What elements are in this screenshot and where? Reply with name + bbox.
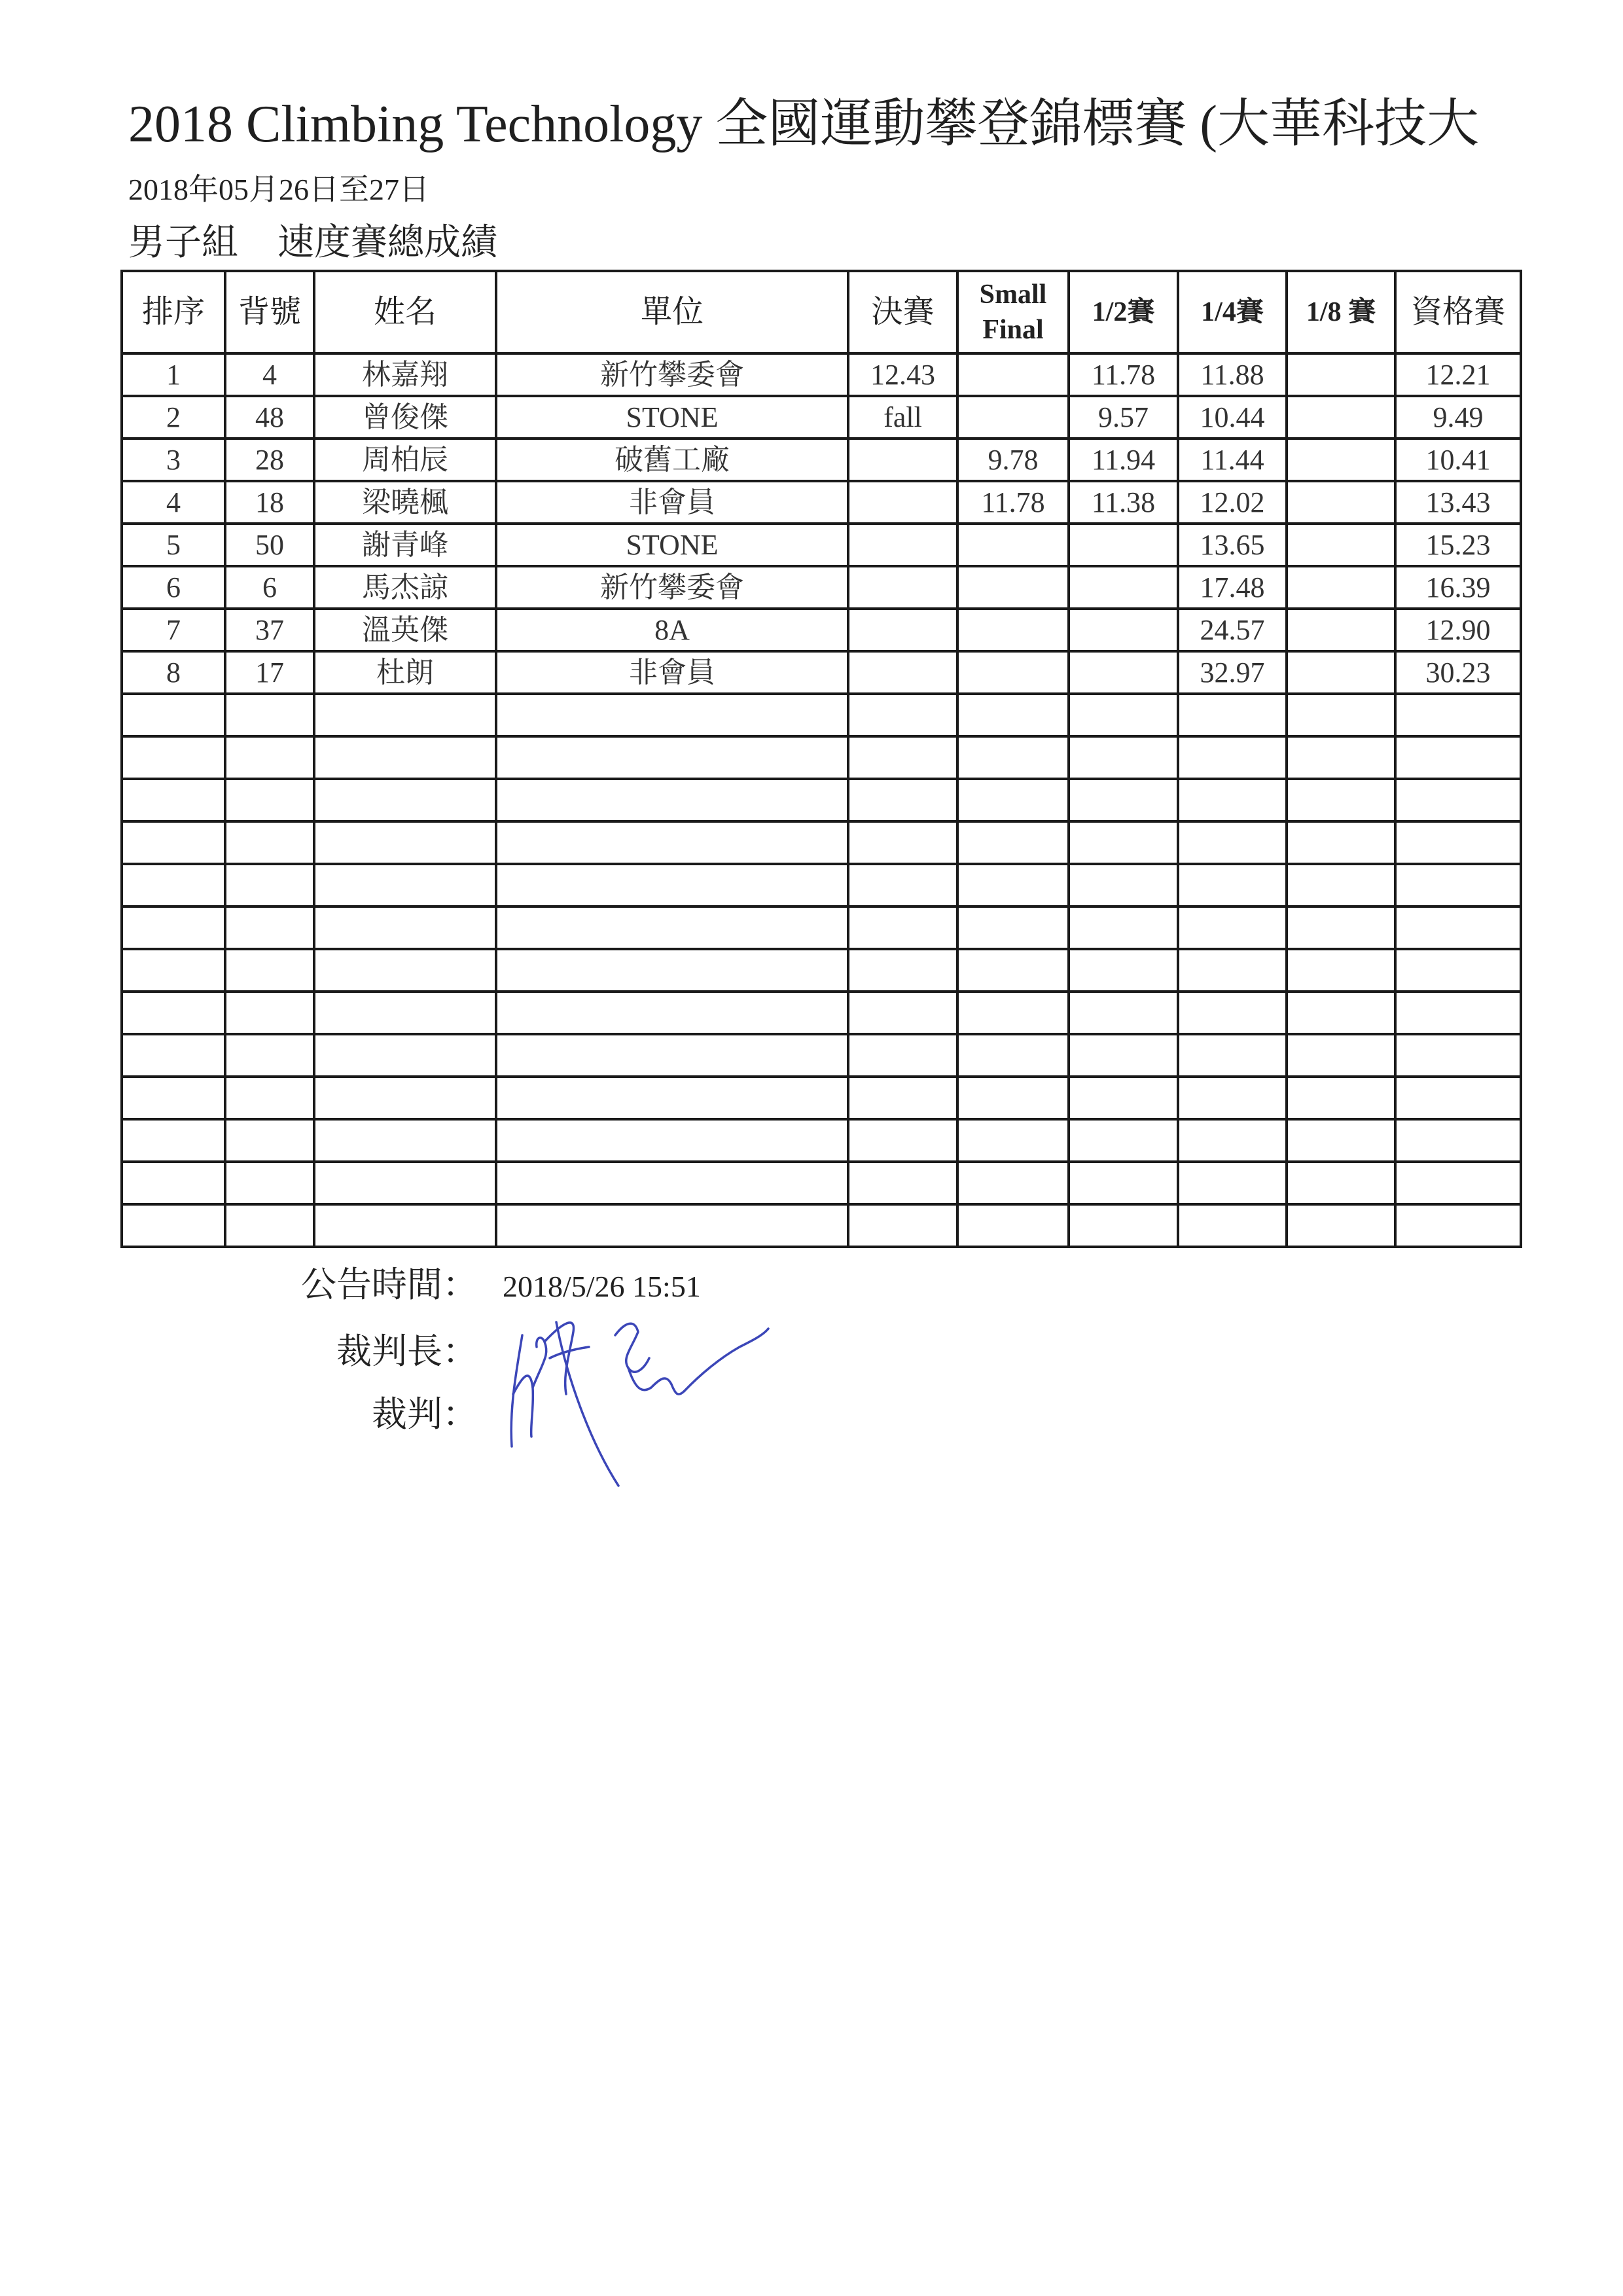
empty-cell xyxy=(225,1034,314,1077)
empty-cell xyxy=(1395,864,1521,906)
empty-cell xyxy=(957,949,1069,992)
name-cell: 周柏辰 xyxy=(314,439,496,481)
empty-cell xyxy=(1287,736,1395,779)
empty-cell xyxy=(314,821,496,864)
small-final-cell xyxy=(957,353,1069,396)
empty-cell xyxy=(848,949,957,992)
empty-cell xyxy=(225,1162,314,1204)
empty-cell xyxy=(314,1077,496,1119)
final-cell xyxy=(848,481,957,524)
small-final-cell xyxy=(957,651,1069,694)
empty-cell xyxy=(1178,1204,1287,1247)
empty-cell xyxy=(1287,694,1395,736)
empty-cell xyxy=(314,906,496,949)
rank-cell: 1 xyxy=(122,353,225,396)
unit-cell: STONE xyxy=(496,524,848,566)
bib-cell: 6 xyxy=(225,566,314,609)
empty-cell xyxy=(1178,864,1287,906)
table-row xyxy=(122,353,1521,396)
empty-cell xyxy=(496,992,848,1034)
empty-cell xyxy=(496,694,848,736)
rank-cell: 7 xyxy=(122,609,225,651)
empty-cell xyxy=(957,1034,1069,1077)
judge-label: 裁判： xyxy=(372,1395,478,1434)
quarter-cell: 17.48 xyxy=(1178,566,1287,609)
empty-cell xyxy=(1069,821,1178,864)
empty-cell xyxy=(1287,1034,1395,1077)
section-title xyxy=(128,221,497,264)
empty-cell xyxy=(496,1204,848,1247)
empty-cell xyxy=(122,821,225,864)
empty-cell xyxy=(1178,1119,1287,1162)
empty-cell xyxy=(957,906,1069,949)
name-cell: 林嘉翔 xyxy=(314,353,496,396)
empty-cell xyxy=(1287,821,1395,864)
empty-cell xyxy=(1287,1119,1395,1162)
empty-cell xyxy=(1069,992,1178,1034)
empty-cell xyxy=(122,906,225,949)
empty-cell xyxy=(1069,694,1178,736)
final-cell xyxy=(848,651,957,694)
eighth-cell xyxy=(1287,481,1395,524)
empty-cell xyxy=(957,694,1069,736)
bib-cell: 48 xyxy=(225,396,314,439)
rank-cell: 5 xyxy=(122,524,225,566)
empty-cell xyxy=(1178,821,1287,864)
small-final-cell xyxy=(957,609,1069,651)
name-cell: 梁曉楓 xyxy=(314,481,496,524)
group-label: 男子組 xyxy=(128,223,238,263)
empty-cell xyxy=(122,779,225,821)
col-small-final: Small Final xyxy=(957,271,1069,353)
table-row xyxy=(122,396,1521,439)
empty-table-row xyxy=(122,1077,1521,1119)
unit-cell: 8A xyxy=(496,609,848,651)
empty-cell xyxy=(1395,1034,1521,1077)
quarter-cell: 10.44 xyxy=(1178,396,1287,439)
empty-cell xyxy=(957,779,1069,821)
eighth-cell xyxy=(1287,439,1395,481)
empty-cell xyxy=(848,992,957,1034)
empty-cell xyxy=(1287,906,1395,949)
name-cell: 曾俊傑 xyxy=(314,396,496,439)
empty-cell xyxy=(314,779,496,821)
chief-judge-signature xyxy=(504,1296,779,1492)
rank-cell: 6 xyxy=(122,566,225,609)
final-cell xyxy=(848,609,957,651)
bib-cell: 17 xyxy=(225,651,314,694)
empty-cell xyxy=(957,1077,1069,1119)
eighth-cell xyxy=(1287,396,1395,439)
empty-cell xyxy=(122,694,225,736)
empty-cell xyxy=(1178,779,1287,821)
quarter-cell: 12.02 xyxy=(1178,481,1287,524)
empty-cell xyxy=(122,736,225,779)
final-cell xyxy=(848,524,957,566)
semi-cell xyxy=(1069,566,1178,609)
rank-cell: 4 xyxy=(122,481,225,524)
empty-cell xyxy=(957,992,1069,1034)
semi-cell: 9.57 xyxy=(1069,396,1178,439)
empty-cell xyxy=(1395,1077,1521,1119)
table-row xyxy=(122,566,1521,609)
empty-cell xyxy=(1287,992,1395,1034)
qualifying-cell: 15.23 xyxy=(1395,524,1521,566)
empty-cell xyxy=(225,1077,314,1119)
empty-cell xyxy=(225,864,314,906)
empty-cell xyxy=(957,736,1069,779)
name-cell: 謝青峰 xyxy=(314,524,496,566)
empty-cell xyxy=(1178,694,1287,736)
semi-cell xyxy=(1069,524,1178,566)
empty-cell xyxy=(957,1119,1069,1162)
empty-cell xyxy=(957,1162,1069,1204)
chief-judge-label: 裁判長： xyxy=(336,1332,478,1371)
eighth-cell xyxy=(1287,651,1395,694)
empty-cell xyxy=(225,906,314,949)
empty-cell xyxy=(314,736,496,779)
empty-cell xyxy=(225,779,314,821)
col-quarter: 1/4賽 xyxy=(1178,271,1287,353)
small-final-cell xyxy=(957,524,1069,566)
empty-table-row xyxy=(122,1119,1521,1162)
empty-cell xyxy=(1395,821,1521,864)
empty-cell xyxy=(1395,1119,1521,1162)
signature-stroke xyxy=(533,1338,546,1388)
empty-cell xyxy=(1178,736,1287,779)
header-row xyxy=(122,271,1521,353)
small-final-cell xyxy=(957,566,1069,609)
name-cell: 杜朗 xyxy=(314,651,496,694)
empty-cell xyxy=(848,864,957,906)
signature-stroke xyxy=(513,1376,533,1437)
empty-cell xyxy=(957,864,1069,906)
col-name: 姓名 xyxy=(314,271,496,353)
col-rank: 排序 xyxy=(122,271,225,353)
empty-cell xyxy=(1178,1077,1287,1119)
empty-cell xyxy=(225,1119,314,1162)
table-row xyxy=(122,481,1521,524)
event-date: 2018年05月26日至27日 xyxy=(128,173,429,206)
qualifying-cell: 30.23 xyxy=(1395,651,1521,694)
bib-cell: 28 xyxy=(225,439,314,481)
empty-cell xyxy=(1287,779,1395,821)
semi-cell xyxy=(1069,609,1178,651)
empty-cell xyxy=(122,1077,225,1119)
empty-cell xyxy=(122,992,225,1034)
qualifying-cell: 12.21 xyxy=(1395,353,1521,396)
col-final: 決賽 xyxy=(848,271,957,353)
name-cell: 溫英傑 xyxy=(314,609,496,651)
final-cell xyxy=(848,566,957,609)
empty-table-row xyxy=(122,992,1521,1034)
empty-cell xyxy=(848,821,957,864)
empty-cell xyxy=(496,949,848,992)
qualifying-cell: 12.90 xyxy=(1395,609,1521,651)
empty-cell xyxy=(1395,779,1521,821)
empty-cell xyxy=(1395,1162,1521,1204)
unit-cell: 非會員 xyxy=(496,481,848,524)
empty-cell xyxy=(496,864,848,906)
empty-cell xyxy=(314,1162,496,1204)
empty-cell xyxy=(314,949,496,992)
empty-cell xyxy=(314,1204,496,1247)
empty-cell xyxy=(122,949,225,992)
empty-cell xyxy=(225,694,314,736)
page-title: 2018 Climbing Technology 全國運動攀登錦標賽 (大華科技大 xyxy=(128,96,1479,153)
col-unit: 單位 xyxy=(496,271,848,353)
table-row xyxy=(122,651,1521,694)
empty-cell xyxy=(1178,992,1287,1034)
empty-cell xyxy=(1395,694,1521,736)
signature-stroke xyxy=(511,1335,522,1446)
empty-cell xyxy=(1069,1162,1178,1204)
empty-table-row xyxy=(122,949,1521,992)
empty-cell xyxy=(1069,1119,1178,1162)
bib-cell: 18 xyxy=(225,481,314,524)
empty-cell xyxy=(122,1162,225,1204)
small-final-cell: 9.78 xyxy=(957,439,1069,481)
quarter-cell: 13.65 xyxy=(1178,524,1287,566)
empty-table-row xyxy=(122,1034,1521,1077)
empty-cell xyxy=(957,821,1069,864)
empty-cell xyxy=(314,864,496,906)
empty-cell xyxy=(1069,949,1178,992)
empty-cell xyxy=(225,1204,314,1247)
quarter-cell: 24.57 xyxy=(1178,609,1287,651)
empty-cell xyxy=(314,694,496,736)
empty-cell xyxy=(1287,1204,1395,1247)
bib-cell: 37 xyxy=(225,609,314,651)
empty-cell xyxy=(1178,906,1287,949)
unit-cell: 非會員 xyxy=(496,651,848,694)
empty-cell xyxy=(225,992,314,1034)
empty-cell xyxy=(1069,1204,1178,1247)
empty-cell xyxy=(122,1204,225,1247)
rank-cell: 8 xyxy=(122,651,225,694)
unit-cell: 新竹攀委會 xyxy=(496,566,848,609)
empty-cell xyxy=(225,821,314,864)
quarter-cell: 11.88 xyxy=(1178,353,1287,396)
eighth-cell xyxy=(1287,353,1395,396)
empty-cell xyxy=(848,1034,957,1077)
final-cell xyxy=(848,439,957,481)
col-semi: 1/2賽 xyxy=(1069,271,1178,353)
event-label: 速度賽總成績 xyxy=(277,223,497,263)
announce-time-value: 2018/5/26 15:51 xyxy=(503,1270,701,1303)
empty-cell xyxy=(848,736,957,779)
empty-cell xyxy=(122,1034,225,1077)
signature-stroke xyxy=(685,1329,768,1391)
eighth-cell xyxy=(1287,566,1395,609)
bib-cell: 4 xyxy=(225,353,314,396)
semi-cell: 11.38 xyxy=(1069,481,1178,524)
empty-cell xyxy=(1395,736,1521,779)
empty-cell xyxy=(848,1204,957,1247)
empty-table-row xyxy=(122,821,1521,864)
empty-table-row xyxy=(122,1162,1521,1204)
eighth-cell xyxy=(1287,524,1395,566)
table-row xyxy=(122,439,1521,481)
bib-cell: 50 xyxy=(225,524,314,566)
empty-cell xyxy=(848,694,957,736)
empty-cell xyxy=(1069,864,1178,906)
col-qualifying: 資格賽 xyxy=(1395,271,1521,353)
empty-cell xyxy=(848,906,957,949)
qualifying-cell: 13.43 xyxy=(1395,481,1521,524)
empty-cell xyxy=(957,1204,1069,1247)
empty-cell xyxy=(122,1119,225,1162)
empty-cell xyxy=(1069,906,1178,949)
unit-cell: 新竹攀委會 xyxy=(496,353,848,396)
empty-cell xyxy=(1287,1077,1395,1119)
name-cell: 馬杰諒 xyxy=(314,566,496,609)
rank-cell: 2 xyxy=(122,396,225,439)
empty-cell xyxy=(1178,1034,1287,1077)
qualifying-cell: 9.49 xyxy=(1395,396,1521,439)
empty-cell xyxy=(848,1077,957,1119)
small-final-cell: 11.78 xyxy=(957,481,1069,524)
empty-cell xyxy=(1069,1077,1178,1119)
empty-cell xyxy=(1287,864,1395,906)
empty-cell xyxy=(1069,779,1178,821)
empty-cell xyxy=(848,1119,957,1162)
empty-cell xyxy=(848,1162,957,1204)
empty-cell xyxy=(1178,949,1287,992)
empty-cell xyxy=(496,1119,848,1162)
final-cell: 12.43 xyxy=(848,353,957,396)
empty-cell xyxy=(496,821,848,864)
empty-cell xyxy=(1287,1162,1395,1204)
empty-cell xyxy=(225,736,314,779)
table-row xyxy=(122,524,1521,566)
empty-table-row xyxy=(122,864,1521,906)
empty-cell xyxy=(314,1034,496,1077)
eighth-cell xyxy=(1287,609,1395,651)
empty-cell xyxy=(496,779,848,821)
empty-cell xyxy=(1178,1162,1287,1204)
empty-cell xyxy=(496,736,848,779)
col-eighth: 1/8 賽 xyxy=(1287,271,1395,353)
empty-cell xyxy=(496,1034,848,1077)
empty-cell xyxy=(1395,1204,1521,1247)
unit-cell: 破舊工廠 xyxy=(496,439,848,481)
results-table xyxy=(120,270,1522,1248)
quarter-cell: 32.97 xyxy=(1178,651,1287,694)
quarter-cell: 11.44 xyxy=(1178,439,1287,481)
empty-table-row xyxy=(122,1204,1521,1247)
final-cell: fall xyxy=(848,396,957,439)
empty-cell xyxy=(225,949,314,992)
empty-table-row xyxy=(122,779,1521,821)
empty-cell xyxy=(1395,949,1521,992)
semi-cell: 11.94 xyxy=(1069,439,1178,481)
announce-time-label: 公告時間： xyxy=(301,1265,478,1304)
semi-cell xyxy=(1069,651,1178,694)
qualifying-cell: 16.39 xyxy=(1395,566,1521,609)
unit-cell: STONE xyxy=(496,396,848,439)
table-row xyxy=(122,609,1521,651)
semi-cell: 11.78 xyxy=(1069,353,1178,396)
empty-cell xyxy=(1395,992,1521,1034)
empty-table-row xyxy=(122,906,1521,949)
empty-cell xyxy=(314,992,496,1034)
empty-cell xyxy=(848,779,957,821)
empty-cell xyxy=(1287,949,1395,992)
empty-cell xyxy=(122,864,225,906)
rank-cell: 3 xyxy=(122,439,225,481)
empty-cell xyxy=(1069,1034,1178,1077)
empty-table-row xyxy=(122,694,1521,736)
empty-cell xyxy=(1395,906,1521,949)
empty-cell xyxy=(496,1077,848,1119)
table-body xyxy=(122,353,1521,1247)
signature-stroke xyxy=(615,1323,649,1372)
col-bib: 背號 xyxy=(225,271,314,353)
empty-cell xyxy=(1069,736,1178,779)
qualifying-cell: 10.41 xyxy=(1395,439,1521,481)
empty-cell xyxy=(496,906,848,949)
empty-cell xyxy=(314,1119,496,1162)
empty-cell xyxy=(496,1162,848,1204)
small-final-cell xyxy=(957,396,1069,439)
empty-table-row xyxy=(122,736,1521,779)
